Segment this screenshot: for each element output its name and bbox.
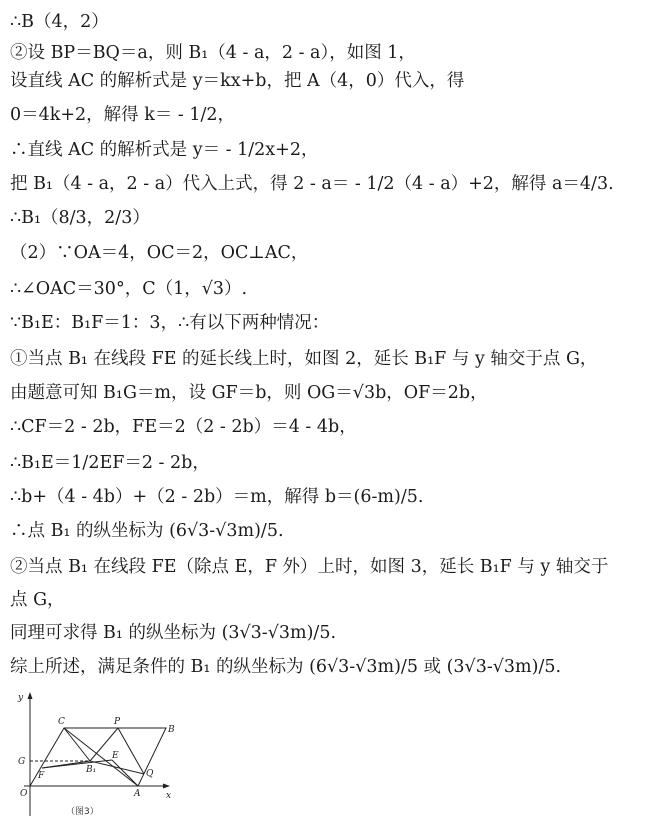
- label-a: A: [134, 789, 141, 799]
- solution-line: [10, 133, 649, 167]
- solution-line-text: ∴CF＝2 - 2b，FE＝2（2 - 2b）＝4 - 4b，: [10, 417, 357, 437]
- line-ac: [64, 728, 138, 786]
- solution-line-text: ∴B（4，2）: [10, 12, 109, 32]
- figure-caption: （图3）: [66, 807, 99, 817]
- geometry-diagram: [6, 688, 196, 826]
- label-b: B: [168, 725, 175, 735]
- label-x: x: [166, 791, 172, 801]
- solution-line: [10, 201, 649, 235]
- label-f: F: [38, 771, 45, 781]
- label-o: O: [20, 789, 28, 799]
- solution-line: [10, 650, 649, 684]
- y-axis-arrow: [28, 692, 33, 699]
- label-c: C: [58, 717, 65, 727]
- solution-line: [10, 583, 649, 617]
- segment-f-b1: [42, 761, 90, 768]
- solution-line: [10, 98, 649, 132]
- solution-line-text: 设直线 AC 的解析式是 y＝kx+b，把 A（4，0）代入，得: [10, 71, 465, 91]
- solution-line: [10, 5, 649, 39]
- solution-line: [10, 514, 649, 548]
- solution-line-text: 由题意可知 B₁G＝m，设 GF＝b，则 OG＝√3b，OF＝2b，: [10, 383, 488, 403]
- label-y: y: [18, 693, 24, 703]
- segment-c-b1: [64, 728, 90, 761]
- solution-line: [10, 342, 649, 376]
- label-q: Q: [146, 769, 154, 779]
- solution-line: [10, 480, 649, 514]
- solution-line-text: 综上所述，满足条件的 B₁ 的纵坐标为 (6√3-√3m)/5 或 (3√3-√3m)/5.: [10, 657, 562, 677]
- label-e: E: [112, 751, 119, 761]
- solution-line-text: 点 G，: [10, 590, 65, 610]
- solution-line-text: ∵B₁E：B₁F＝1：3，∴有以下两种情况：: [10, 313, 330, 333]
- segment-p-q: [118, 728, 144, 774]
- solution-line-text: ∴b+（4 - 4b）+（2 - 2b）＝m，解得 b＝(6-m)/5.: [10, 487, 424, 507]
- solution-line: [10, 306, 649, 340]
- solution-line: [10, 64, 649, 98]
- solution-line-text: ②设 BP＝BQ＝a，则 B₁（4 - a，2 - a），如图 1，: [10, 43, 416, 63]
- solution-line-text: ∴B₁（8/3，2/3）: [10, 208, 150, 228]
- solution-line: [10, 167, 649, 201]
- segment-b1-q: [90, 761, 144, 774]
- solution-line: [10, 616, 649, 650]
- solution-line-text: （2）∵OA＝4，OC＝2，OC⊥AC，: [10, 243, 309, 263]
- solution-line-text: ∴∠OAC＝30°，C（1，√3）.: [10, 279, 248, 299]
- solution-line-text: ①当点 B₁ 在线段 FE 的延长线上时，如图 2，延长 B₁F 与 y 轴交于点 G，: [10, 349, 598, 369]
- solution-line-text: ∴直线 AC 的解析式是 y＝ - 1/2x+2，: [10, 140, 319, 160]
- solution-line: [10, 446, 649, 480]
- x-axis-arrow: [163, 784, 170, 789]
- solution-line: [10, 272, 649, 306]
- solution-line-text: ∴点 B₁ 的纵坐标为 (6√3-√3m)/5.: [10, 521, 284, 541]
- solution-line-text: 把 B₁（4 - a，2 - a）代入上式，得 2 - a＝ - 1/2（4 - a）+2，解得 a＝4/3.: [10, 174, 614, 194]
- figure-3: [6, 688, 196, 826]
- solution-line-text: 0＝4k+2，解得 k＝ - 1/2，: [10, 105, 236, 125]
- solution-line-text: 同理可求得 B₁ 的纵坐标为 (3√3-√3m)/5.: [10, 623, 337, 643]
- solution-line-text: ∴B₁E＝1/2EF＝2 - 2b，: [10, 453, 210, 473]
- label-g: G: [18, 757, 26, 767]
- solution-line: [10, 376, 649, 410]
- label-p: P: [114, 717, 121, 727]
- solution-line: [10, 236, 649, 270]
- label-b1: B₁: [86, 765, 97, 775]
- solution-line: [10, 410, 649, 444]
- segment-e-a: [112, 760, 138, 786]
- solution-line: [10, 550, 649, 584]
- solution-line-text: ②当点 B₁ 在线段 FE（除点 E，F 外）上时，如图 3，延长 B₁F 与 y 轴交于: [10, 557, 609, 577]
